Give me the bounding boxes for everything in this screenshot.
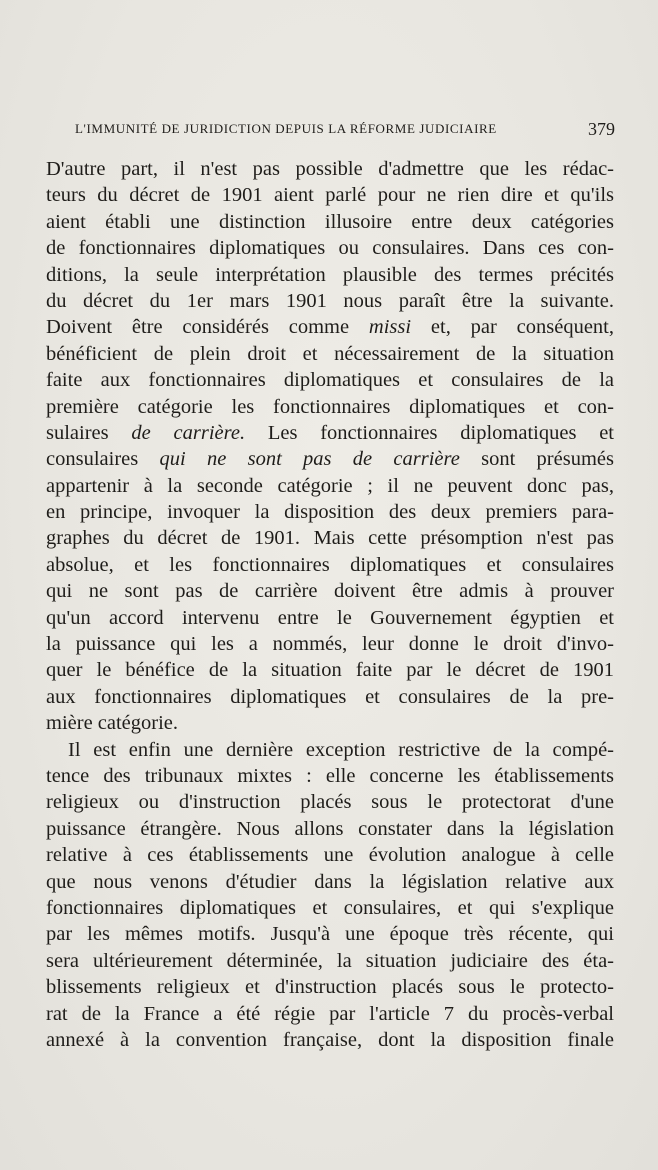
text-line [46, 156, 614, 182]
text-segment: graphes du décret de 1901. Mais cette présomption n'est pas [46, 527, 614, 550]
text-line [46, 367, 614, 393]
text-segment: la puissance qui les a nommés, leur donne le droit d'invo- [46, 633, 614, 656]
text-segment: bénéficient de plein droit et nécessairement de la situation [46, 342, 614, 365]
text-line [46, 209, 614, 235]
text-line [46, 499, 614, 525]
text-line [46, 341, 614, 367]
text-segment: annexé à la convention française, dont la disposition finale [46, 1028, 614, 1051]
body-text [46, 156, 614, 1053]
text-segment: Il est enfin une dernière exception restrictive de la compé- [68, 738, 614, 761]
text-line [46, 1027, 614, 1053]
text-segment: rat de la France a été régie par l'article 7 du procès-verbal [46, 1002, 614, 1025]
text-line [46, 314, 614, 340]
text-segment: fonctionnaires diplomatiques et consulaires, et qui s'explique [46, 896, 614, 919]
text-segment: D'autre part, il n'est pas possible d'admettre que les rédac- [46, 158, 614, 180]
text-line [46, 235, 614, 261]
text-line [46, 605, 614, 631]
text-segment: Doivent être considérés comme [46, 316, 369, 339]
text-segment: du décret du 1er mars 1901 nous paraît être la suivante. [46, 289, 614, 312]
text-segment: Les fonctionnaires diplomatiques et [245, 421, 614, 444]
running-title: L'IMMUNITÉ DE JURIDICTION DEPUIS LA RÉFORME JUDICIAIRE [75, 121, 497, 136]
text-segment: de fonctionnaires diplomatiques ou consulaires. Dans ces con- [46, 237, 614, 260]
text-segment: puissance étrangère. Nous allons constater dans la législation [46, 817, 614, 840]
text-segment: qu'un accord intervenu entre le Gouvernement égyptien et [46, 606, 614, 629]
text-line [46, 394, 614, 420]
text-segment: en principe, invoquer la disposition des deux premiers para- [46, 501, 614, 524]
text-segment: blissements religieux et d'instruction placés sous le protecto- [46, 976, 614, 999]
italic-text: qui ne sont pas de carrière [159, 448, 460, 471]
text-line [46, 288, 614, 314]
text-line [46, 710, 614, 736]
text-segment: première catégorie les fonctionnaires diplomatiques et con- [46, 395, 614, 418]
text-line [46, 525, 614, 551]
text-line [46, 262, 614, 288]
text-segment: aux fonctionnaires diplomatiques et consulaires de la pre- [46, 685, 614, 708]
text-segment: faite aux fonctionnaires diplomatiques et consulaires de la [46, 369, 614, 392]
text-line [46, 473, 614, 499]
text-segment: sulaires [46, 421, 132, 444]
text-line [46, 816, 614, 842]
italic-text: de carrière. [131, 421, 246, 444]
text-line [46, 789, 614, 815]
text-line [46, 737, 614, 763]
text-line [46, 552, 614, 578]
text-segment: par les mêmes motifs. Jusqu'à une époque très récente, qui [46, 923, 614, 946]
text-line [46, 1001, 614, 1027]
text-segment: qui ne sont pas de carrière doivent être admis à prouver [46, 580, 614, 603]
text-line [46, 657, 614, 683]
text-segment: quer le bénéfice de la situation faite par le décret de 1901 [46, 659, 614, 682]
text-segment: religieux ou d'instruction placés sous le protectorat d'une [46, 791, 614, 814]
text-segment: teurs du décret de 1901 aient parlé pour ne rien dire et qu'ils [46, 184, 614, 207]
text-line [46, 578, 614, 604]
running-head [75, 119, 615, 143]
page-number: 379 [588, 119, 615, 139]
text-line [46, 420, 614, 446]
text-line [46, 842, 614, 868]
italic-text: missi [368, 316, 412, 339]
text-segment: et, par conséquent, [411, 316, 614, 339]
text-segment: aient établi une distinction illusoire entre deux catégories [46, 210, 614, 233]
text-segment: sera ultérieurement déterminée, la situation judiciaire des éta- [46, 949, 614, 972]
text-line [46, 921, 614, 947]
text-segment: que nous venons d'étudier dans la législation relative aux [46, 870, 614, 893]
text-segment: relative à ces établissements une évolution analogue à celle [46, 844, 614, 867]
text-line [46, 948, 614, 974]
text-line [46, 684, 614, 710]
text-segment: consulaires [46, 448, 160, 471]
text-segment: absolue, et les fonctionnaires diplomatiques et consulaires [46, 553, 614, 576]
text-segment: ditions, la seule interprétation plausible des termes précités [46, 263, 614, 286]
text-segment: sont présumés [459, 448, 614, 471]
text-segment: appartenir à la seconde catégorie ; il ne peuvent donc pas, [46, 474, 614, 497]
text-line [46, 182, 614, 208]
text-line [46, 974, 614, 1000]
text-line [46, 763, 614, 789]
text-line [46, 869, 614, 895]
text-line [46, 895, 614, 921]
text-segment: tence des tribunaux mixtes : elle concerne les établissements [46, 764, 614, 787]
text-segment: mière catégorie. [46, 712, 179, 735]
text-line [46, 631, 614, 657]
text-line [46, 446, 614, 472]
